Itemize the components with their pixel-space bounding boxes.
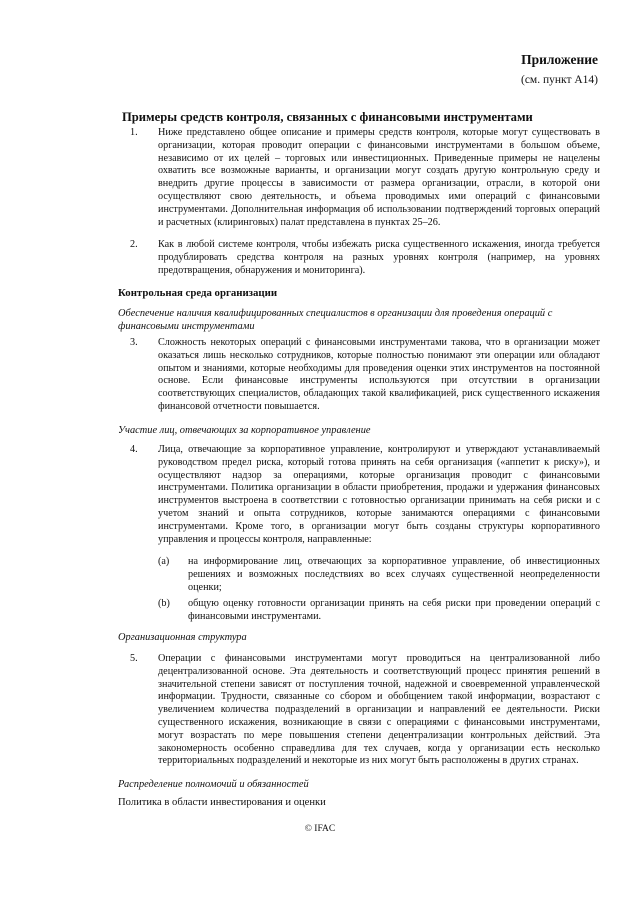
main-title: Примеры средств контроля, связанных с финансовыми инструментами bbox=[122, 110, 533, 124]
paragraph-4b bbox=[118, 598, 600, 624]
section-heading-control-environment: Контрольная среда организации bbox=[118, 287, 278, 299]
list-item-text: на информирование лиц, отвечающих за корпоративное управление, об инвестиционных решениях и возможных последствиях во всех случаях существенной неопределенности оценки; bbox=[188, 556, 600, 593]
footer-copyright: © IFAC bbox=[304, 824, 336, 834]
paragraph-text: Лица, отвечающие за корпоративное управление, контролируют и утверждают устанавливаемый руководством предел риска, который готова принять на себя организация («аппетит к риску»), и осуществляют надзор за операциями, которые организация проводит с финансовыми инструментами. Политика организации в области приобретения, продажи и удержания финансовых инструментов выстроена в соответствии с готовностью организации принимать на себя риски и с учетом знаний и опыта сотрудников, которые занимаются операциями с финансовыми инструментами. Кроме того, в организации могут быть созданы структуры корпоративного управления и процессы контроля, направленные: bbox=[158, 444, 600, 545]
paragraph-3 bbox=[118, 337, 600, 414]
paragraph-number: 3. bbox=[130, 337, 138, 348]
paragraph-text: Как в любой системе контроля, чтобы избежать риска существенного искажения, иногда требуется продублировать средства контроля на разных уровнях контроля (например, на уровнях предотвращения, обнаружения и мониторинга). bbox=[158, 239, 600, 276]
list-label: (a) bbox=[158, 556, 170, 567]
paragraph-number: 1. bbox=[130, 127, 138, 138]
paragraph-1 bbox=[118, 127, 600, 229]
paragraph-text: Операции с финансовыми инструментами могут проводиться на централизованной либо децентрализованной основе. Эта деятельность и соответствующий процесс принятия решений в значительной степени зависят от поступления точной, надежной и своевременной управленческой информации. Трудности, связанные со сбором и обобщением такой информации, возрастают с увеличением количества подразделений в организации и направлений ее деятельности. Риски существенного искажения, возникающие в связи с операциями с финансовыми инструментами, могут возрастать по мере повышения степени децентрализации контрольных действий. Эта закономерность особенно справедлива для тех случаев, когда у организации есть несколько территориальных подразделений и некоторые из них могут быть расположены в других странах. bbox=[158, 653, 600, 767]
list-label: (b) bbox=[158, 598, 170, 609]
paragraph-text: Ниже представлено общее описание и примеры средств контроля, которые могут существовать в организации, которая проводит операции с финансовыми инструментами в большом объеме, независимо от их целей – торговых или инвестиционных. Приведенные примеры не нацелены охватить все возможные варианты, и организации могут создать другую контрольную среду и внедрить другие процессы в зависимости от размера организации, отрасли, в которой они осуществляют свою деятельность, и объема проводимых ими операций с финансовыми инструментами. Дополнительная информация об использовании подтверждений торговых операций и расчетных (клиринговых) палат представлена в пунктах 25–26. bbox=[158, 127, 600, 228]
paragraph-4 bbox=[118, 444, 600, 546]
paragraph-5 bbox=[118, 653, 600, 768]
heading-investment-policy: Политика в области инвестирования и оценки bbox=[118, 797, 326, 808]
paragraph-number: 2. bbox=[130, 239, 138, 250]
paragraph-4a bbox=[118, 556, 600, 594]
paragraph-number: 4. bbox=[130, 444, 138, 455]
paragraph-number: 5. bbox=[130, 653, 138, 664]
list-item-text: общую оценку готовности организации принять на себя риски при проведении операций с финансовыми инструментами. bbox=[188, 598, 600, 622]
subsection-heading-roles: Распределение полномочий и обязанностей bbox=[118, 779, 309, 790]
paragraph-2 bbox=[118, 239, 600, 277]
subsection-heading-governance: Участие лиц, отвечающих за корпоративное управление bbox=[118, 425, 371, 436]
paragraph-text: Сложность некоторых операций с финансовыми инструментами такова, что в организации может оказаться лишь несколько сотрудников, которые полностью понимают эти операции или обладают опытом и знаниями, которые необходимы для проведения оценки этих инструментов на постоянной основе. Если финансовые инструменты используются при отсутствии в организации соответствующих специалистов, обладающих такой квалификацией, риск существенного искажения финансовой отчетности повышается. bbox=[158, 337, 600, 412]
subsection-heading-org-structure: Организационная структура bbox=[118, 632, 247, 643]
appendix-reference: (см. пункт А14) bbox=[521, 74, 598, 86]
subsection-heading-qualified-staff: Обеспечение наличия квалифицированных специалистов в организации для проведения операций с финансовыми инструментами bbox=[118, 308, 553, 332]
appendix-title: Приложение bbox=[521, 52, 598, 67]
